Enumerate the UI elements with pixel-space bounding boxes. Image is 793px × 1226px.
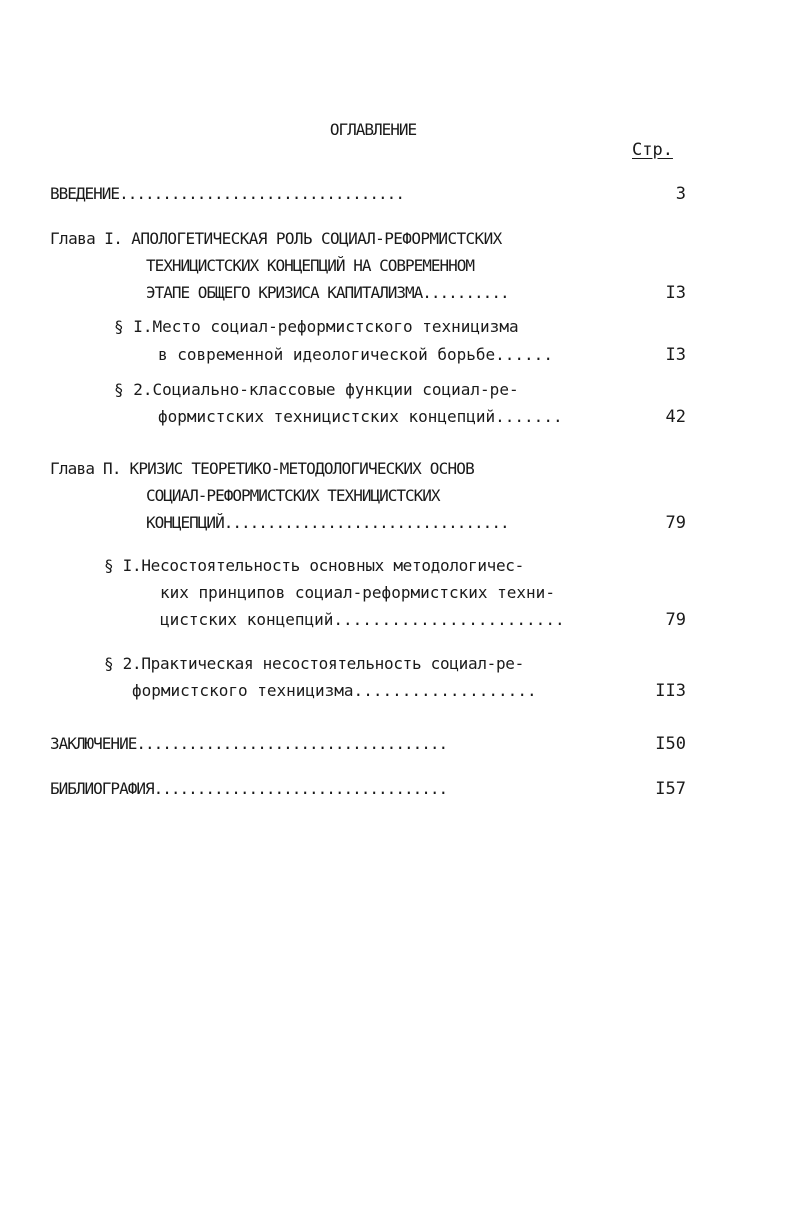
page-column-label: Стр. [632, 140, 673, 160]
toc-page-chapter1: I3 [665, 283, 686, 303]
chapter2-section2-line2: формистского техницизма................... [132, 681, 537, 700]
chapter1-section2-line1: § 2.Социально-классовые функции социал-ре- [114, 380, 519, 399]
chapter2-section1-line2: ких принципов социал-реформистских техни- [160, 583, 555, 602]
chapter2-section1-line3: цистских концепций........................ [160, 610, 565, 629]
chapter2-title-line1: Глава П. КРИЗИС ТЕОРЕТИКО-МЕТОДОЛОГИЧЕСКИХ ОСНОВ [50, 459, 474, 478]
chapter1-title-line3: ЭТАПЕ ОБЩЕГО КРИЗИСА КАПИТАЛИЗМА.......... [146, 283, 509, 302]
toc-page-chapter2-section1: 79 [665, 610, 686, 630]
toc-entry-bibliography: БИБЛИОГРАФИЯ.................................. [50, 779, 448, 798]
chapter1-section1-line2: в современной идеологической борьбе...... [158, 345, 553, 364]
chapter2-section2-line1: § 2.Практическая несостоятельность социал-ре- [104, 654, 524, 673]
toc-title: ОГЛАВЛЕНИЕ [329, 120, 417, 139]
toc-page-conclusion: I50 [655, 734, 686, 754]
chapter2-section1-line1: § I.Несостоятельность основных методологичес- [104, 556, 524, 575]
toc-entry-conclusion: ЗАКЛЮЧЕНИЕ.................................... [50, 734, 448, 753]
toc-page-bibliography: I57 [655, 779, 686, 799]
chapter2-title-line3: КОНЦЕПЦИЙ................................. [146, 513, 509, 532]
toc-page-intro: 3 [675, 184, 686, 204]
chapter1-section2-line2: формистских техницистских концепций....... [158, 407, 563, 426]
toc-page-chapter2: 79 [665, 513, 686, 533]
chapter1-title-line1: Глава I. АПОЛОГЕТИЧЕСКАЯ РОЛЬ СОЦИАЛ-РЕФОРМИСТСКИХ [50, 229, 502, 248]
toc-page-chapter1-section1: I3 [665, 345, 686, 365]
chapter1-title-line2: ТЕХНИЦИСТСКИХ КОНЦЕПЦИЙ НА СОВРЕМЕННОМ [146, 256, 475, 275]
chapter1-section1-line1: § I.Место социал-реформистского техницизма [114, 317, 519, 336]
toc-entry-intro: ВВЕДЕНИЕ................................. [50, 184, 404, 203]
toc-page-chapter1-section2: 42 [665, 407, 686, 427]
chapter2-title-line2: СОЦИАЛ-РЕФОРМИСТСКИХ ТЕХНИЦИСТСКИХ [146, 486, 440, 505]
toc-page-chapter2-section2: II3 [655, 681, 686, 701]
